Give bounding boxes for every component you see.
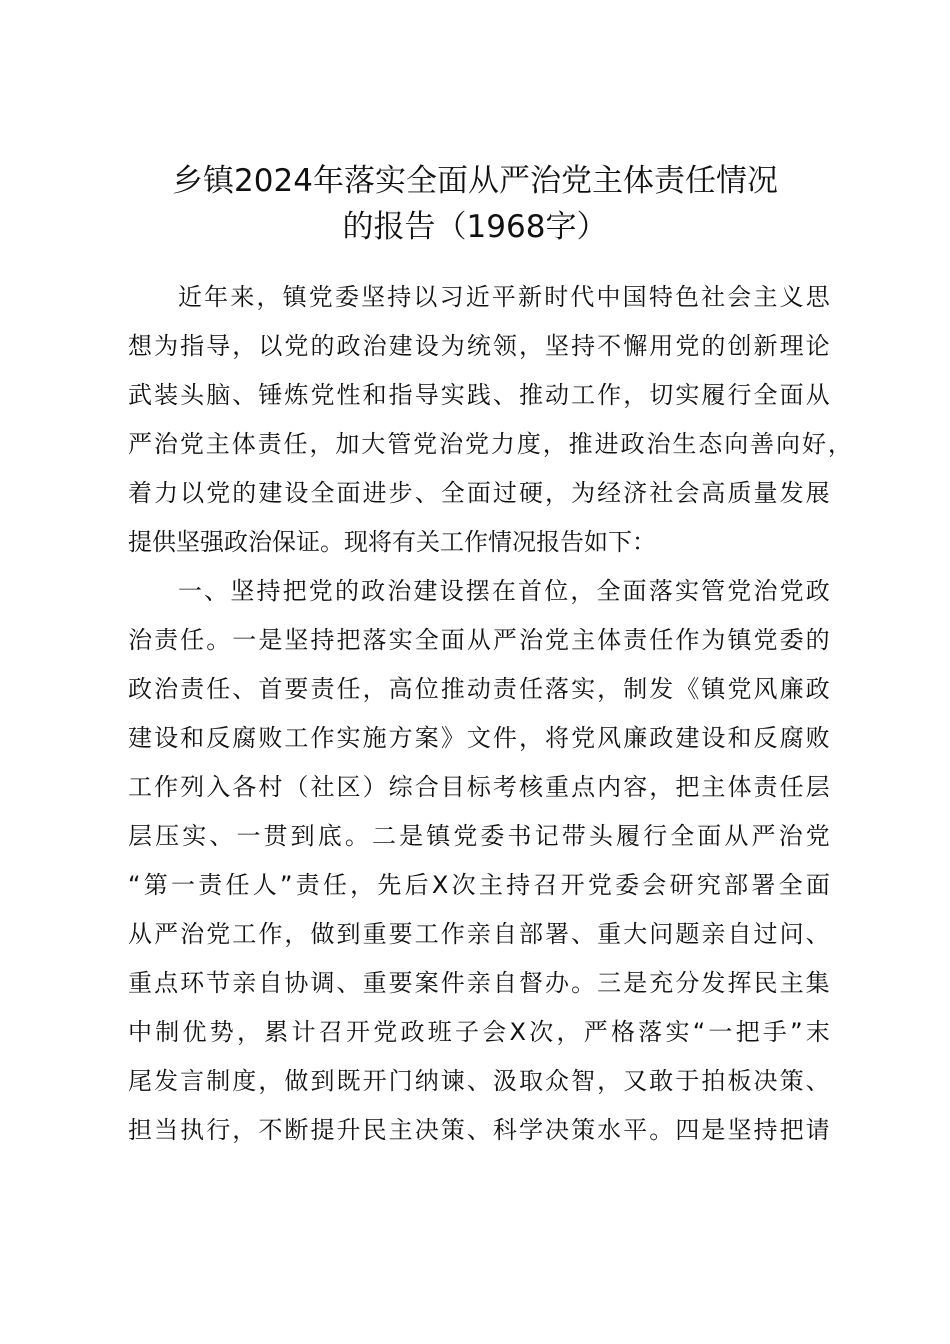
paragraph-line: 层 压 实 、 一 贯 到 底 。 二 是 镇 党 委 书 记 带 头 履 行 全 面 从 严 治 党 [128, 822, 830, 850]
paragraph-line: 想 为 指 导 ， 以 党 的 政 治 建 设 为 统 领 ， 坚 持 不 懈 用 党 的 创 新 理 论 [128, 332, 830, 360]
paragraph-line: 担 当 执 行 ， 不 断 提 升 民 主 决 策 、 科 学 决 策 水 平 。 四 是 坚 持 把 请 [128, 1116, 830, 1144]
paragraph-line: 建 设 和 反 腐 败 工 作 实 施 方 案 》 文 件 ， 将 党 风 廉 政 建 设 和 反 腐 败 [128, 724, 830, 752]
title-line-2: 的报告（1968字） [342, 209, 608, 245]
paragraph-line: 政 治 责 任 、 首 要 责 任 ， 高 位 推 动 责 任 落 实 ， 制 发 《 镇 党 风 廉 政 [128, 675, 830, 703]
paragraph-line: 严 治 党 主 体 责 任 ， 加 大 管 党 治 党 力 度 ， 推 进 政 治 生 态 向 善 向 好 ， [128, 430, 852, 458]
paragraph-line: 尾 发 言 制 度 ， 做 到 既 开 门 纳 谏 、 汲 取 众 智 ， 又 敢 于 拍 板 决 策 、 [128, 1067, 830, 1095]
paragraph-line: 重 点 环 节 亲 自 协 调 、 重 要 案 件 亲 自 督 办 。 三 是 充 分 发 挥 民 主 集 [128, 969, 830, 997]
paragraph-line: 中 制 优 势 ， 累 计 召 开 党 政 班 子 会 X 次 ， 严 格 落 实 “ 一 把 手 ” 末 [128, 1018, 830, 1046]
paragraph-line: “ 第 一 责 任 人 ” 责 任 ， 先 后 X 次 主 持 召 开 党 委 会 研 究 部 署 全 面 [128, 871, 830, 899]
paragraph-line: 着 力 以 党 的 建 设 全 面 进 步 、 全 面 过 硬 ， 为 经 济 社 会 高 质 量 发 展 [128, 479, 830, 507]
paragraph-line: 从 严 治 党 工 作 ， 做 到 重 要 工 作 亲 自 部 署 、 重 大 问 题 亲 自 过 问 、 [128, 920, 830, 948]
paragraph-line: 一 、 坚 持 把 党 的 政 治 建 设 摆 在 首 位 ， 全 面 落 实 管 党 治 党 政 [178, 577, 830, 605]
title-line-1: 乡镇2024年落实全面从严治党主体责任情况 [172, 163, 778, 199]
document-title [100, 158, 850, 250]
paragraph-line: 工 作 列 入 各 村 （ 社 区 ） 综 合 目 标 考 核 重 点 内 容 ， 把 主 体 责 任 层 [128, 773, 830, 801]
paragraph-line: 提供坚强政治保证。现将有关工作情况报告如下： [128, 528, 656, 556]
paragraph-line: 近 年 来 ， 镇 党 委 坚 持 以 习 近 平 新 时 代 中 国 特 色 社 会 主 义 思 [178, 283, 830, 311]
paragraph-line: 武 装 头 脑 、 锤 炼 党 性 和 指 导 实 践 、 推 动 工 作 ， 切 实 履 行 全 面 从 [128, 381, 830, 409]
paragraph-line: 治 责 任 。 一 是 坚 持 把 落 实 全 面 从 严 治 党 主 体 责 任 作 为 镇 党 委 的 [128, 626, 830, 654]
